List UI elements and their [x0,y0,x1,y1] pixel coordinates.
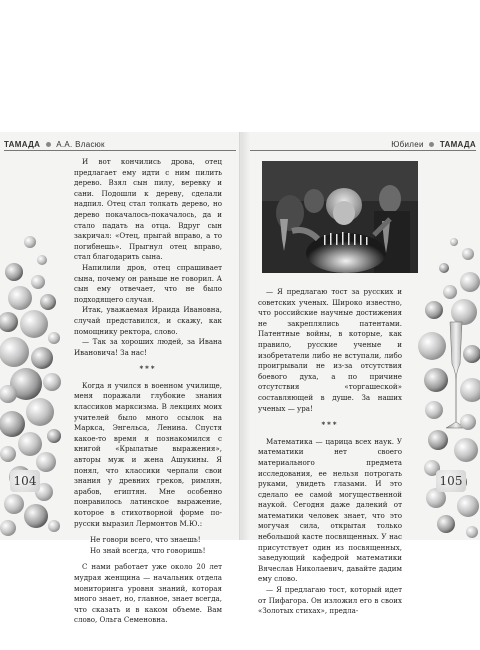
right-page-text [258,287,402,617]
spine-shadow [241,132,251,540]
left-page-text [74,157,222,626]
right-running-header [250,140,476,149]
paragraph: Когда я учился в военном училище, меня поражали глубокие знания классиков марксизма. В лекциях моих учителей было много ссылок на Маркса, Энгельса, Ленина. Спустя какое-то время я познакомился с книгой «Крылатые выражения», авторы муж и жена Ашукины. Я понял, что классики черпали свои знания у древних греков, римлян, арабов, египтян. Мне особенно понравилось латинское выражение, которое в стихотворной форме по-русски выразил Лермонтов М.Ю.: [74,380,222,528]
section-separator: *** [321,420,339,430]
header-rule-left [4,150,236,151]
paragraph: И вот кончились дрова, отец предлагает ему идти с ним пилить дерево. Взял сын пилу, веревку и сани. Подошли к дереву, сделали надпил. Отец стал толкать дерево, но дерево покачалось-покачалось, да и стало падать на отца. Вдруг сын закричал: «Отец, прыгай вправо, а то погибнешь». Прыгнул отец вправо, стал благодарить сына. [74,157,222,262]
paragraph: Математика — царица всех наук. У математики нет своего материального предмета исследования, ее нельзя потрогать руками, увидеть глазами. И это сделало ее самой могущественной наукой. Сегодня даже далекий от математики человек знает, что это могучая сила, открытая только небольшой касте посвященных. У нас присутствует один из посвященных, заведующий кафедрой математики Вячеслав Николаевич, давайте дадим ему слово. [258,436,402,584]
left-running-header [4,140,236,149]
bullet-icon [46,142,51,147]
paragraph: Напилили дров, отец спрашивает сына, почему он раньше не говорил. А сын ему отвечает, что не было подходящего случая. [74,262,222,304]
verse-line: Но знай всегда, что говоришь! [90,545,206,555]
paragraph: — Я предлагаю тост за русских и советских ученых. Широко известно, что российские научные достижения не закреплялись патентами. Патентные войны, в которые, как правило, русские ученые и изобретатели либо не вступали, либо проигрывали не из-за отсутствия боевого духа, а по причине отсутствия «торгашеской» составляющей в душе. За наших ученых — ура! [258,287,402,413]
paragraph: С нами работает уже около 20 лет мудрая женщина — начальник отдела мониторинга уровня знаний, которая много знает, но, главное, знает всегда, что сказать и в каком объеме. Вам слово, Ольга Семеновна. [74,562,222,625]
book-spread [0,132,480,625]
paragraph: — Я предлагаю тост, который идет от Пифагора. Он изложил его в своих «Золотых стихах», предла- [258,585,402,616]
celebration-photo [262,161,418,273]
paragraph: — Так за хороших людей, за Ивана Ивановича! За нас! [74,337,222,357]
header-author: А.А. Власюк [56,140,105,149]
verse-line: Не говори всего, что знаешь! [90,535,201,545]
header-rule-right [250,150,476,151]
page-number-right: 105 [436,470,466,492]
header-title-left: ТАМАДА [4,140,41,149]
paragraph: Итак, уважаемая Ираида Ивановна, случай представился, и скажу, как помощнику ректора, слово. [74,305,222,336]
section-separator: *** [139,364,157,374]
bullet-icon [429,142,434,147]
header-section: Юбилеи [391,140,424,149]
header-title-right: ТАМАДА [439,140,476,149]
page-number-left: 104 [10,470,40,492]
